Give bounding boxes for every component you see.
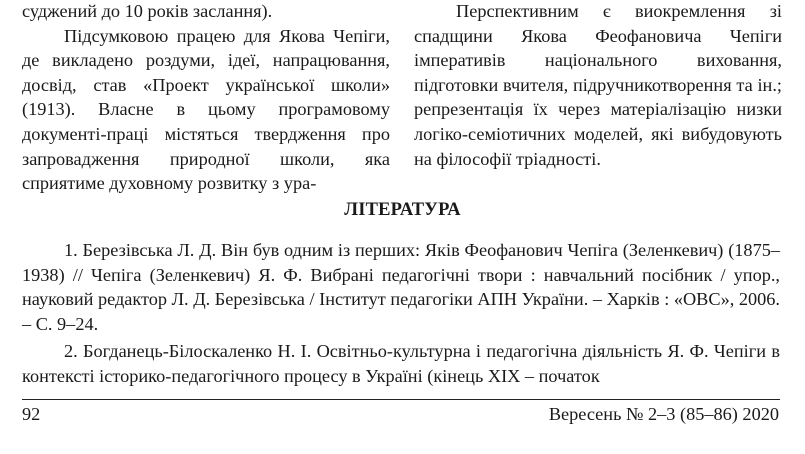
references-heading: ЛІТЕРАТУРА — [344, 200, 461, 220]
footer-divider — [22, 399, 780, 400]
reference-item: 2. Богданець-Білоскаленко Н. І. Освітньо-культурна і педагогічна діяльність Я. Ф. Чепіги в контексті історико-педагогічного процесу в Україні (кінець ХІХ – початок — [22, 341, 780, 386]
two-column-body — [22, 0, 782, 194]
right-paragraph: Перспективним є виокремлення зі спадщини Якова Феофановича Чепіги імперативів національного виховання, підготовки вчителя, підручникотворення та ін.; репрезентація їх через матеріалізацію низки логіко-семіотичних моделей, які вибудовують на філософії тріадності. — [414, 1, 782, 169]
references-list — [22, 238, 780, 389]
page-number: 92 — [22, 404, 41, 424]
right-column — [414, 0, 782, 171]
left-paragraph: Підсумковою працею для Якова Чепіги, де викладено роздуми, ідеї, напрацювання, досвід, став «Проект української школи» (1913). Власне в цьому програмовому документі-праці містяться твердження про запровадження природної школи, яка сприятиме духовному розвитку з ура- — [22, 25, 390, 194]
issue-info: Вересень № 2–3 (85–86) 2020 — [548, 404, 779, 424]
reference-item: 1. Березівська Л. Д. Він був одним із перших: Яків Феофанович Чепіга (Зеленкевич) (1875–1938) // Чепіга (Зеленкевич) Я. Ф. Вибрані педагогічні твори : навчальний посібник / упор., науковий редактор Л. Д. Березівська / Інститут педагогіки АПН України. – Харків : «ОВС», 2006. – С. 9–24. — [22, 240, 780, 334]
left-paragraph-continuation: суджений до 10 років заслання). — [22, 1, 273, 21]
left-column — [22, 0, 390, 196]
